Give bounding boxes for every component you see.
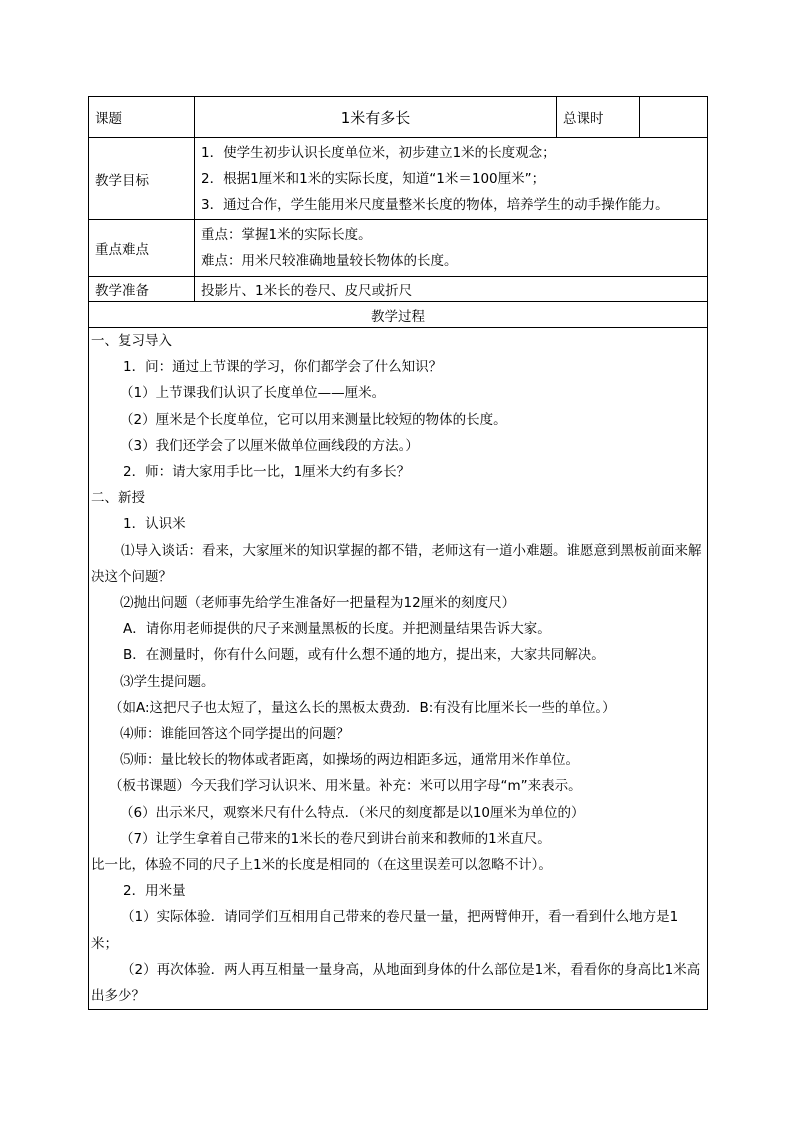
objectives-row (89, 138, 708, 220)
header-row (89, 97, 708, 138)
process-line: 一、复习导入 (91, 333, 172, 349)
key-points-content (195, 220, 708, 277)
preparation-text: 投影片、1米长的卷尺、皮尺或折尺 (195, 277, 708, 302)
process-line: 2．师：请大家用手比一比，1厘米大约有多长？ (123, 464, 411, 481)
objective-item: 2．根据1厘米和1米的实际长度，知道“1米＝100厘米”； (201, 170, 546, 187)
process-line: （板书课题）今天我们学习认识米、用米量。补充：米可以用字母“m”来表示。 (109, 778, 582, 795)
process-line: （2）再次体验．两人再互相量一量身高，从地面到身体的什么部位是1米，看看你的身高比1米高出多少？ (91, 961, 701, 1005)
process-line: ⑸师：量比较长的物体或者距离，如操场的两边相距多远，通常用米作单位。 (120, 752, 579, 769)
hours-value (640, 97, 708, 138)
process-line: （1）实际体验．请同学们互相用自己带来的卷尺量一量，把两臂伸开，看一看到什么地方是1米； (91, 909, 679, 952)
process-line: B．在测量时，你有什么问题，或有什么想不通的地方，提出来，大家共同解决。 (123, 647, 605, 664)
preparation-label: 教学准备 (89, 277, 195, 302)
key-points-label: 重点难点 (89, 220, 195, 277)
preparation-row (89, 277, 708, 302)
key-points-row (89, 220, 708, 277)
process-line: （3）我们还学会了以厘米做单位画线段的方法。） (120, 437, 419, 454)
topic-label: 课题 (89, 97, 195, 138)
process-line: ⑷师：谁能回答这个同学提出的问题？ (120, 726, 350, 743)
process-line: （1）上节课我们认识了长度单位——厘米。 (120, 385, 386, 402)
objective-item: 3．通过合作，学生能用米尺度量整米长度的物体，培养学生的动手操作能力。 (201, 196, 669, 213)
process-line: 1．认识米 (123, 516, 186, 533)
process-line: ⑶学生提问题。 (120, 673, 215, 690)
objectives-content (195, 138, 708, 220)
hours-label: 总课时 (557, 97, 640, 138)
process-line: （如A:这把尺子也太短了，量这么长的黑板太费劲．B:有没有比厘米长一些的单位。） (109, 699, 616, 716)
process-line: （7）让学生拿着自己带来的1米长的卷尺到讲台前来和教师的1米直尺。 (120, 830, 551, 847)
process-line: （6）出示米尺，观察米尺有什么特点．（米尺的刻度都是以10厘米为单位的） (120, 804, 585, 821)
key-point-item: 难点：用米尺较准确地量较长物体的长度。 (201, 253, 458, 269)
process-content (89, 328, 708, 1010)
process-heading-row (89, 302, 708, 328)
objective-item: 1．使学生初步认识长度单位米，初步建立1米的长度观念； (201, 144, 556, 161)
process-line: （2）厘米是个长度单位，它可以用来测量比较短的物体的长度。 (120, 411, 507, 428)
process-line: 2．用米量 (123, 883, 186, 900)
topic-title: 1米有多长 (195, 97, 557, 138)
process-line: ⑴导入谈话：看来，大家厘米的知识掌握的都不错，老师这有一道小难题。谁愿意到黑板前面来解决这个问题？ (91, 542, 702, 585)
process-row (89, 328, 708, 1010)
process-line: ⑵抛出问题（老师事先给学生准备好一把量程为12厘米的刻度尺） (120, 595, 516, 612)
process-heading: 教学过程 (89, 302, 708, 328)
key-point-item: 重点：掌握1米的实际长度。 (201, 227, 372, 243)
process-line: 1．问：通过上节课的学习，你们都学会了什么知识？ (123, 359, 443, 376)
lesson-plan-table (88, 96, 708, 1010)
objectives-label: 教学目标 (89, 138, 195, 220)
process-line: 比一比，体验不同的尺子上1米的长度是相同的（在这里误差可以忽略不计）。 (91, 857, 552, 874)
process-line: A．请你用老师提供的尺子来测量黑板的长度。并把测量结果告诉大家。 (123, 621, 551, 638)
process-line: 二、新授 (91, 490, 145, 507)
